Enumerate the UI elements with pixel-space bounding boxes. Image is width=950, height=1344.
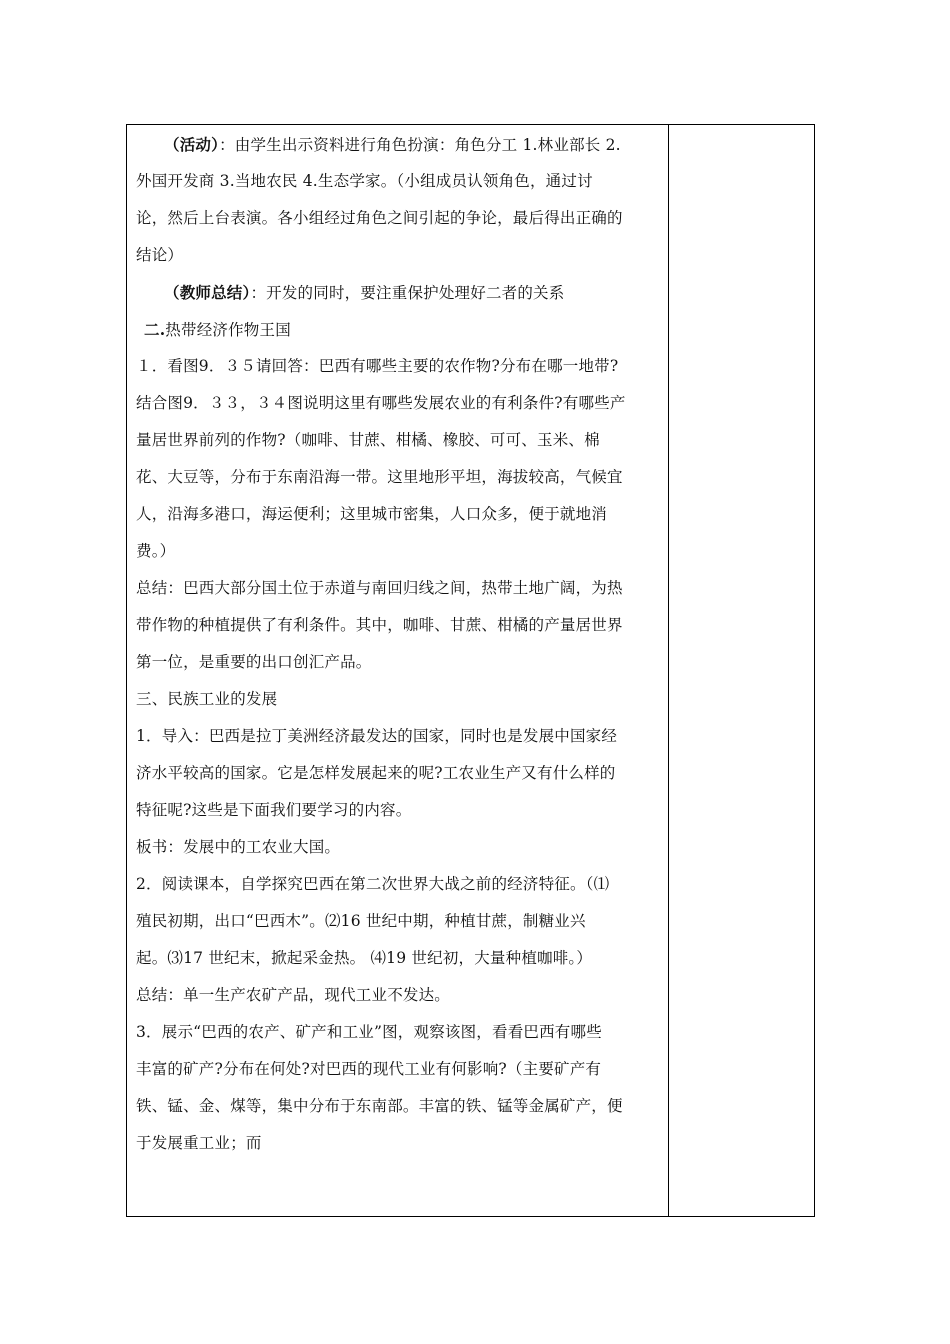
text-line <box>136 792 663 829</box>
line-text: 结合图9．３３，３４图说明这里有哪些发展农业的有利条件?有哪些产 <box>136 394 626 412</box>
text-line <box>136 718 663 755</box>
line-text: 1．导入：巴西是拉丁美洲经济最发达的国家，同时也是发展中国家经 <box>136 727 618 745</box>
line-text: 板书：发展中的工农业大国。 <box>136 838 341 856</box>
text-line <box>136 644 663 681</box>
paragraph-intro <box>136 718 663 829</box>
text-line <box>136 755 663 792</box>
paragraph-activity <box>136 126 663 274</box>
bold-label: （活动） <box>164 135 220 154</box>
line-text: 于发展重工业；而 <box>136 1134 262 1152</box>
text-line <box>136 163 663 200</box>
text-line <box>136 385 663 422</box>
bold-label: 二. <box>144 320 166 339</box>
text-line <box>136 940 663 977</box>
paragraph-board <box>136 829 663 866</box>
text-line <box>136 681 663 718</box>
paragraph-q1 <box>136 348 663 570</box>
text-line <box>136 1051 663 1088</box>
text-line <box>136 422 663 459</box>
text-line <box>136 1125 663 1162</box>
line-text: 铁、锰、金、煤等，集中分布于东南部。丰富的铁、锰等金属矿产，便 <box>136 1097 623 1115</box>
line-text: 热带经济作物王国 <box>165 321 291 339</box>
paragraph-teacher-summary <box>136 274 663 311</box>
text-line <box>136 274 663 311</box>
column-divider <box>668 124 669 1217</box>
text-line <box>136 570 663 607</box>
line-text: 起。⑶17 世纪末，掀起采金热。 ⑷19 世纪初，大量种植咖啡。） <box>136 949 593 967</box>
line-text: 三、民族工业的发展 <box>136 690 278 708</box>
line-text: 总结：单一生产农矿产品，现代工业不发达。 <box>136 986 451 1004</box>
text-line <box>136 533 663 570</box>
line-text: 人，沿海多港口，海运便利；这里城市密集，人口众多，便于就地消 <box>136 505 608 523</box>
text-line <box>136 311 663 348</box>
text-line <box>136 348 663 385</box>
line-text: 花、大豆等，分布于东南沿海一带。这里地形平坦，海拔较高，气候宜 <box>136 468 623 486</box>
text-line <box>136 459 663 496</box>
paragraph-q3 <box>136 1014 663 1162</box>
line-text: １．看图9．３５请回答：巴西有哪些主要的农作物?分布在哪一地带? <box>136 357 619 375</box>
text-line <box>136 1088 663 1125</box>
line-text: 丰富的矿产?分布在何处?对巴西的现代工业有何影响?（主要矿产有 <box>136 1060 602 1078</box>
text-line <box>136 829 663 866</box>
line-text: 特征呢?这些是下面我们要学习的内容。 <box>136 801 412 819</box>
paragraph-summary-1 <box>136 570 663 681</box>
line-text: ：开发的同时，要注重保护处理好二者的关系 <box>250 284 565 302</box>
bold-label: （教师总结） <box>164 283 251 302</box>
line-text: 殖民初期，出口“巴西木”。⑵16 世纪中期，种植甘蔗，制糖业兴 <box>136 912 586 930</box>
text-line <box>136 496 663 533</box>
line-text: 量居世界前列的作物?（咖啡、甘蔗、柑橘、橡胶、可可、玉米、棉 <box>136 431 600 449</box>
line-text: 带作物的种植提供了有利条件。其中，咖啡、甘蔗、柑橘的产量居世界 <box>136 616 623 634</box>
text-line <box>136 607 663 644</box>
line-text: 总结：巴西大部分国土位于赤道与南回归线之间，热带土地广阔，为热 <box>136 579 623 597</box>
line-text: 费。） <box>136 542 176 560</box>
line-text: 结论） <box>136 246 184 264</box>
text-line <box>136 866 663 903</box>
text-line <box>136 200 663 237</box>
line-text: ：由学生出示资料进行角色扮演：角色分工 1.林业部长 2. <box>219 136 621 154</box>
text-line <box>136 903 663 940</box>
paragraph-q2 <box>136 866 663 977</box>
paragraph-section-2 <box>136 311 663 348</box>
paragraph-section-3 <box>136 681 663 718</box>
text-line <box>136 1014 663 1051</box>
line-text: 3．展示“巴西的农产、矿产和工业”图，观察该图，看看巴西有哪些 <box>136 1023 602 1041</box>
line-text: 第一位，是重要的出口创汇产品。 <box>136 653 372 671</box>
lesson-content-cell <box>136 126 663 1162</box>
text-line <box>136 977 663 1014</box>
text-line <box>136 237 663 274</box>
line-text: 论，然后上台表演。各小组经过角色之间引起的争论，最后得出正确的 <box>136 209 623 227</box>
paragraph-summary-2 <box>136 977 663 1014</box>
line-text: 外国开发商 3.当地农民 4.生态学家。（小组成员认领角色，通过讨 <box>136 172 593 190</box>
text-line <box>136 126 663 163</box>
line-text: 济水平较高的国家。它是怎样发展起来的呢?工农业生产又有什么样的 <box>136 764 616 782</box>
line-text: 2．阅读课本，自学探究巴西在第二次世界大战之前的经济特征。（⑴ <box>136 875 610 893</box>
